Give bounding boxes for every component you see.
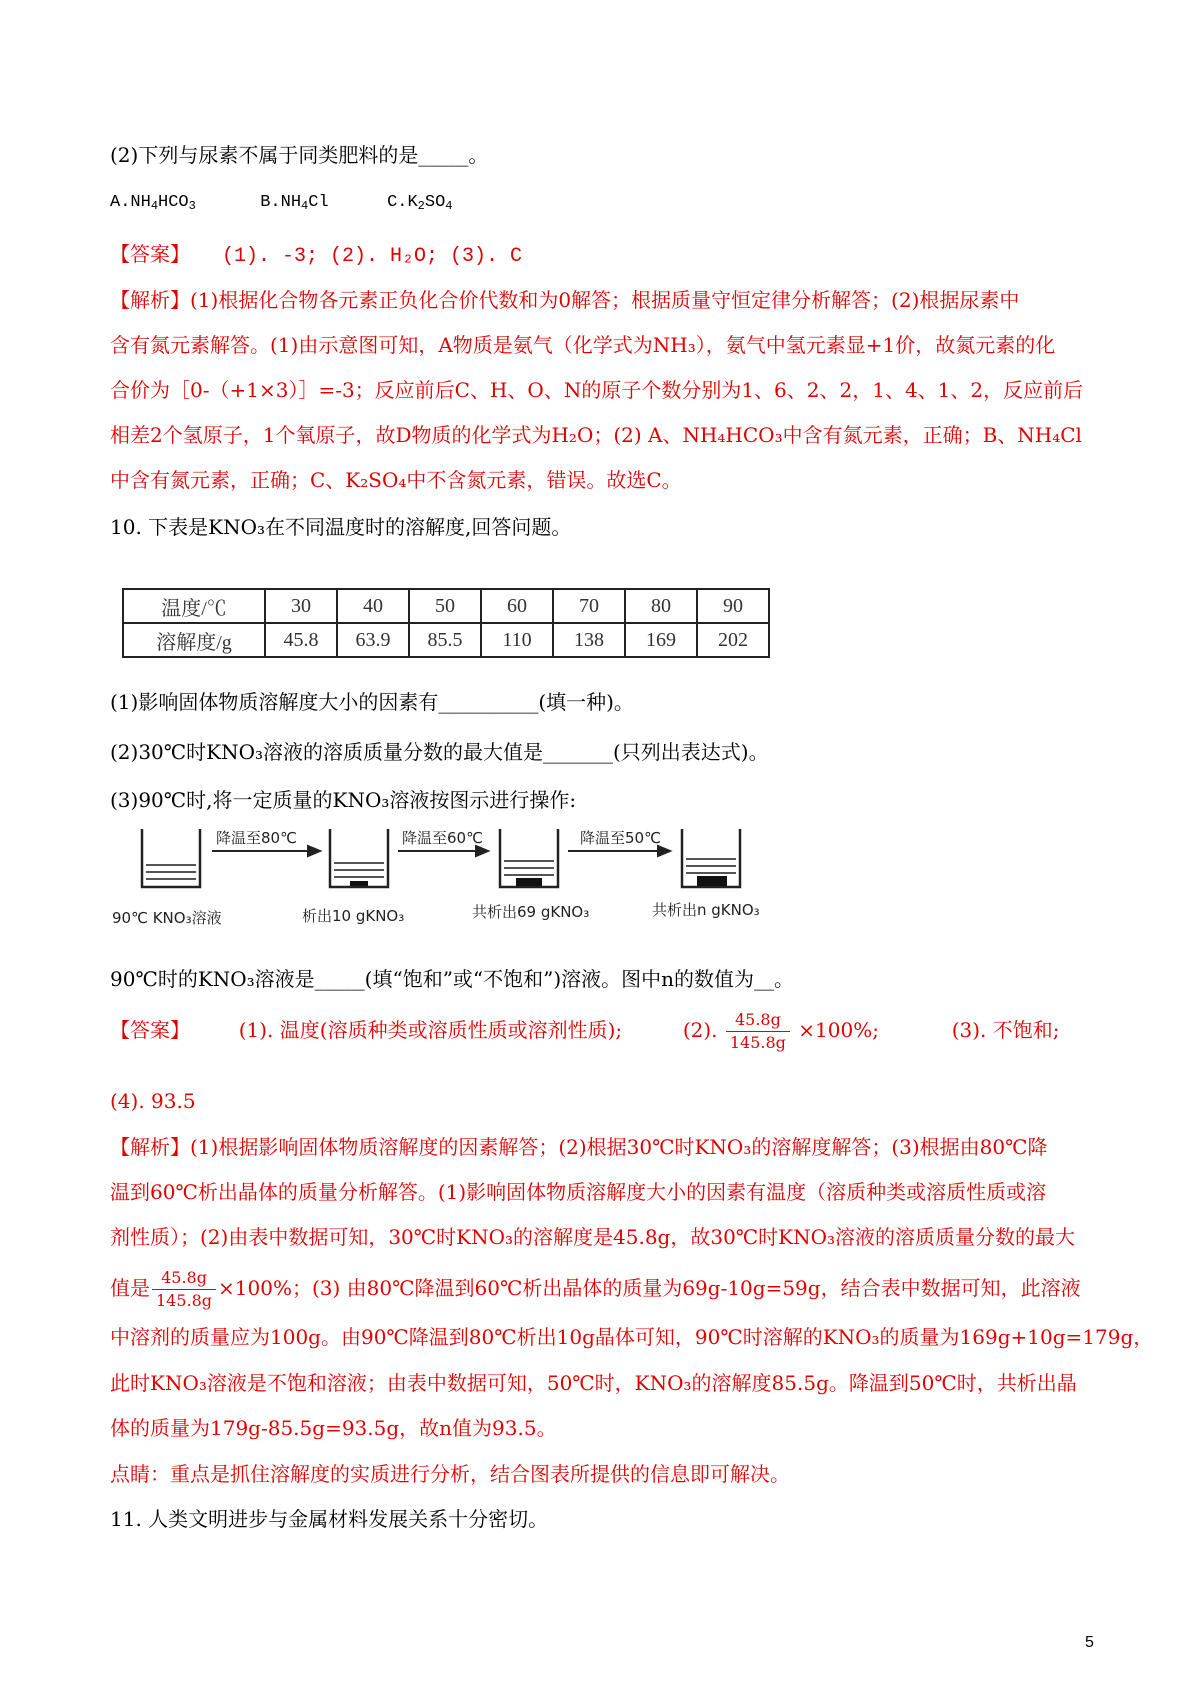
solubility-table xyxy=(122,588,770,658)
table-cell: 90 xyxy=(697,589,769,623)
analysis-line: 合价为［0-（+1×3）］=-3；反应前后C、H、O、N的原子个数分别为1、6、2、2，1、4、1、2，反应前后 xyxy=(110,378,1084,402)
analysis-line: 体的质量为179g-85.5g=93.5g，故n值为93.5。 xyxy=(110,1416,557,1440)
precipitate xyxy=(350,876,727,886)
table-row xyxy=(123,589,769,623)
beaker-label-1: 90℃ KNO₃溶液 xyxy=(112,909,222,927)
table-cell: 80 xyxy=(625,589,697,623)
liquid-lines xyxy=(146,859,736,879)
q11-stem: 11. 人类文明进步与金属材料发展关系十分密切。 xyxy=(110,1507,549,1531)
beaker-label-3: 共析出69 gKNO₃ xyxy=(472,903,590,921)
table-cell: 63.9 xyxy=(337,623,409,657)
analysis-line: 含有氮元素解答。(1)由示意图可知，A物质是氨气（化学式为NH₃），氨气中氢元素显+1价，故氮元素的化 xyxy=(110,333,1056,357)
answer-2-prefix: (2). xyxy=(682,1018,718,1042)
arrow-label-3: 降温至50℃ xyxy=(580,829,661,847)
answer-3: (3). 不饱和; xyxy=(951,1018,1060,1042)
q10-sub3: (3)90℃时,将一定质量的KNO₃溶液按图示进行操作: xyxy=(110,788,577,812)
beaker-label-2: 析出10 gKNO₃ xyxy=(302,907,405,925)
arrow-label-1: 降温至80℃ xyxy=(216,829,297,847)
answer-text: (1). -3; (2). H₂O; (3). C xyxy=(222,245,523,268)
analysis-line: 相差2个氢原子，1个氧原子，故D物质的化学式为H₂O；(2) A、NH₄HCO₃中含有氮元素，正确；B、NH₄Cl xyxy=(110,423,1082,447)
q9-answer xyxy=(110,240,522,271)
analysis-line: 【解析】(1)根据化合物各元素正负化合价代数和为0解答；根据质量守恒定律分析解答；(2)根据尿素中 xyxy=(110,288,1020,312)
q10-sub1: (1)影响固体物质溶解度大小的因素有__________(填一种)。 xyxy=(110,690,634,714)
q9-part2: (2)下列与尿素不属于同类肥料的是_____。 xyxy=(110,143,489,167)
table-cell: 40 xyxy=(337,589,409,623)
table-cell: 70 xyxy=(553,589,625,623)
option-c: $C.K_2SO_4$ xyxy=(387,193,453,213)
q10-sub3-question: 90℃时的KNO₃溶液是_____(填“饱和”或“不饱和”)溶液。图中n的数值为__。 xyxy=(110,967,795,991)
table-cell: 169 xyxy=(625,623,697,657)
answer-1: (1). 温度(溶质种类或溶质性质或溶剂性质); xyxy=(238,1018,623,1042)
option-b: $B.NH_4Cl$ xyxy=(260,193,329,213)
page-number: 5 xyxy=(1085,1634,1094,1651)
analysis-fraction: $\frac{45.8g}{145.8g}$ xyxy=(152,1267,216,1312)
table-cell: 45.8 xyxy=(265,623,337,657)
table-header-cell: 温度/℃ xyxy=(123,589,265,623)
q10-sub2: (2)30℃时KNO₃溶液的溶质质量分数的最大值是_______(只列出表达式)。 xyxy=(110,740,769,764)
table-row xyxy=(123,623,769,657)
analysis-line: 【解析】(1)根据影响固体物质溶解度的因素解答；(2)根据30℃时KNO₃的溶解度解答；(3)根据由80℃降 xyxy=(110,1135,1048,1159)
q9-options xyxy=(110,189,452,220)
q10-answer xyxy=(110,1004,1059,1056)
answer-2-suffix: ×100%; xyxy=(798,1018,879,1042)
beaker-label-4: 共析出n gKNO₃ xyxy=(652,901,760,919)
answer-4: (4). 93.5 xyxy=(110,1089,196,1113)
answer-fraction: $\frac{45.8g}{145.8g}$ xyxy=(726,1009,790,1054)
answer-label: 【答案】 xyxy=(110,242,190,266)
key-point: 点睛：重点是抓住溶解度的实质进行分析，结合图表所提供的信息即可解决。 xyxy=(110,1462,790,1486)
analysis-line: 剂性质）；(2)由表中数据可知，30℃时KNO₃的溶解度是45.8g，故30℃时KNO₃溶液的溶质质量分数的最大 xyxy=(110,1225,1076,1249)
table-cell: 60 xyxy=(481,589,553,623)
table-cell: 30 xyxy=(265,589,337,623)
analysis-fraction-line: 值是 $\frac{45.8g}{145.8g}$ ×100%；(3) 由80℃降温到60℃析出晶体的质量为69g-10g=59g，结合表中数据可知，此溶液 xyxy=(110,1268,1081,1310)
q10-stem: 10. 下表是KNO₃在不同温度时的溶解度,回答问题。 xyxy=(110,515,572,539)
cooling-diagram xyxy=(112,815,792,933)
analysis-line: 温到60℃析出晶体的质量分析解答。(1)影响固体物质溶解度大小的因素有温度（溶质种类或溶质性质或溶 xyxy=(110,1180,1047,1204)
table-cell: 138 xyxy=(553,623,625,657)
table-cell: 50 xyxy=(409,589,481,623)
table-cell: 202 xyxy=(697,623,769,657)
option-a: $A.NH_4HCO_3$ xyxy=(110,193,196,213)
answer-label: 【答案】 xyxy=(110,1018,190,1042)
analysis-line: 中溶剂的质量应为100g。由90℃降温到80℃析出10g晶体可知，90℃时溶解的KNO₃的质量为169g+10g=179g， xyxy=(110,1325,1154,1349)
arrow-label-2: 降温至60℃ xyxy=(402,829,483,847)
analysis-line: 中含有氮元素，正确；C、K₂SO₄中不含氮元素，错误。故选C。 xyxy=(110,468,682,492)
beaker-2 xyxy=(330,829,388,887)
table-cell: 110 xyxy=(481,623,553,657)
analysis-line: 此时KNO₃溶液是不饱和溶液；由表中数据可知，50℃时，KNO₃的溶解度85.5g。降温到50℃时，共析出晶 xyxy=(110,1371,1077,1395)
table-header-cell: 溶解度/g xyxy=(123,623,265,657)
table-cell: 85.5 xyxy=(409,623,481,657)
